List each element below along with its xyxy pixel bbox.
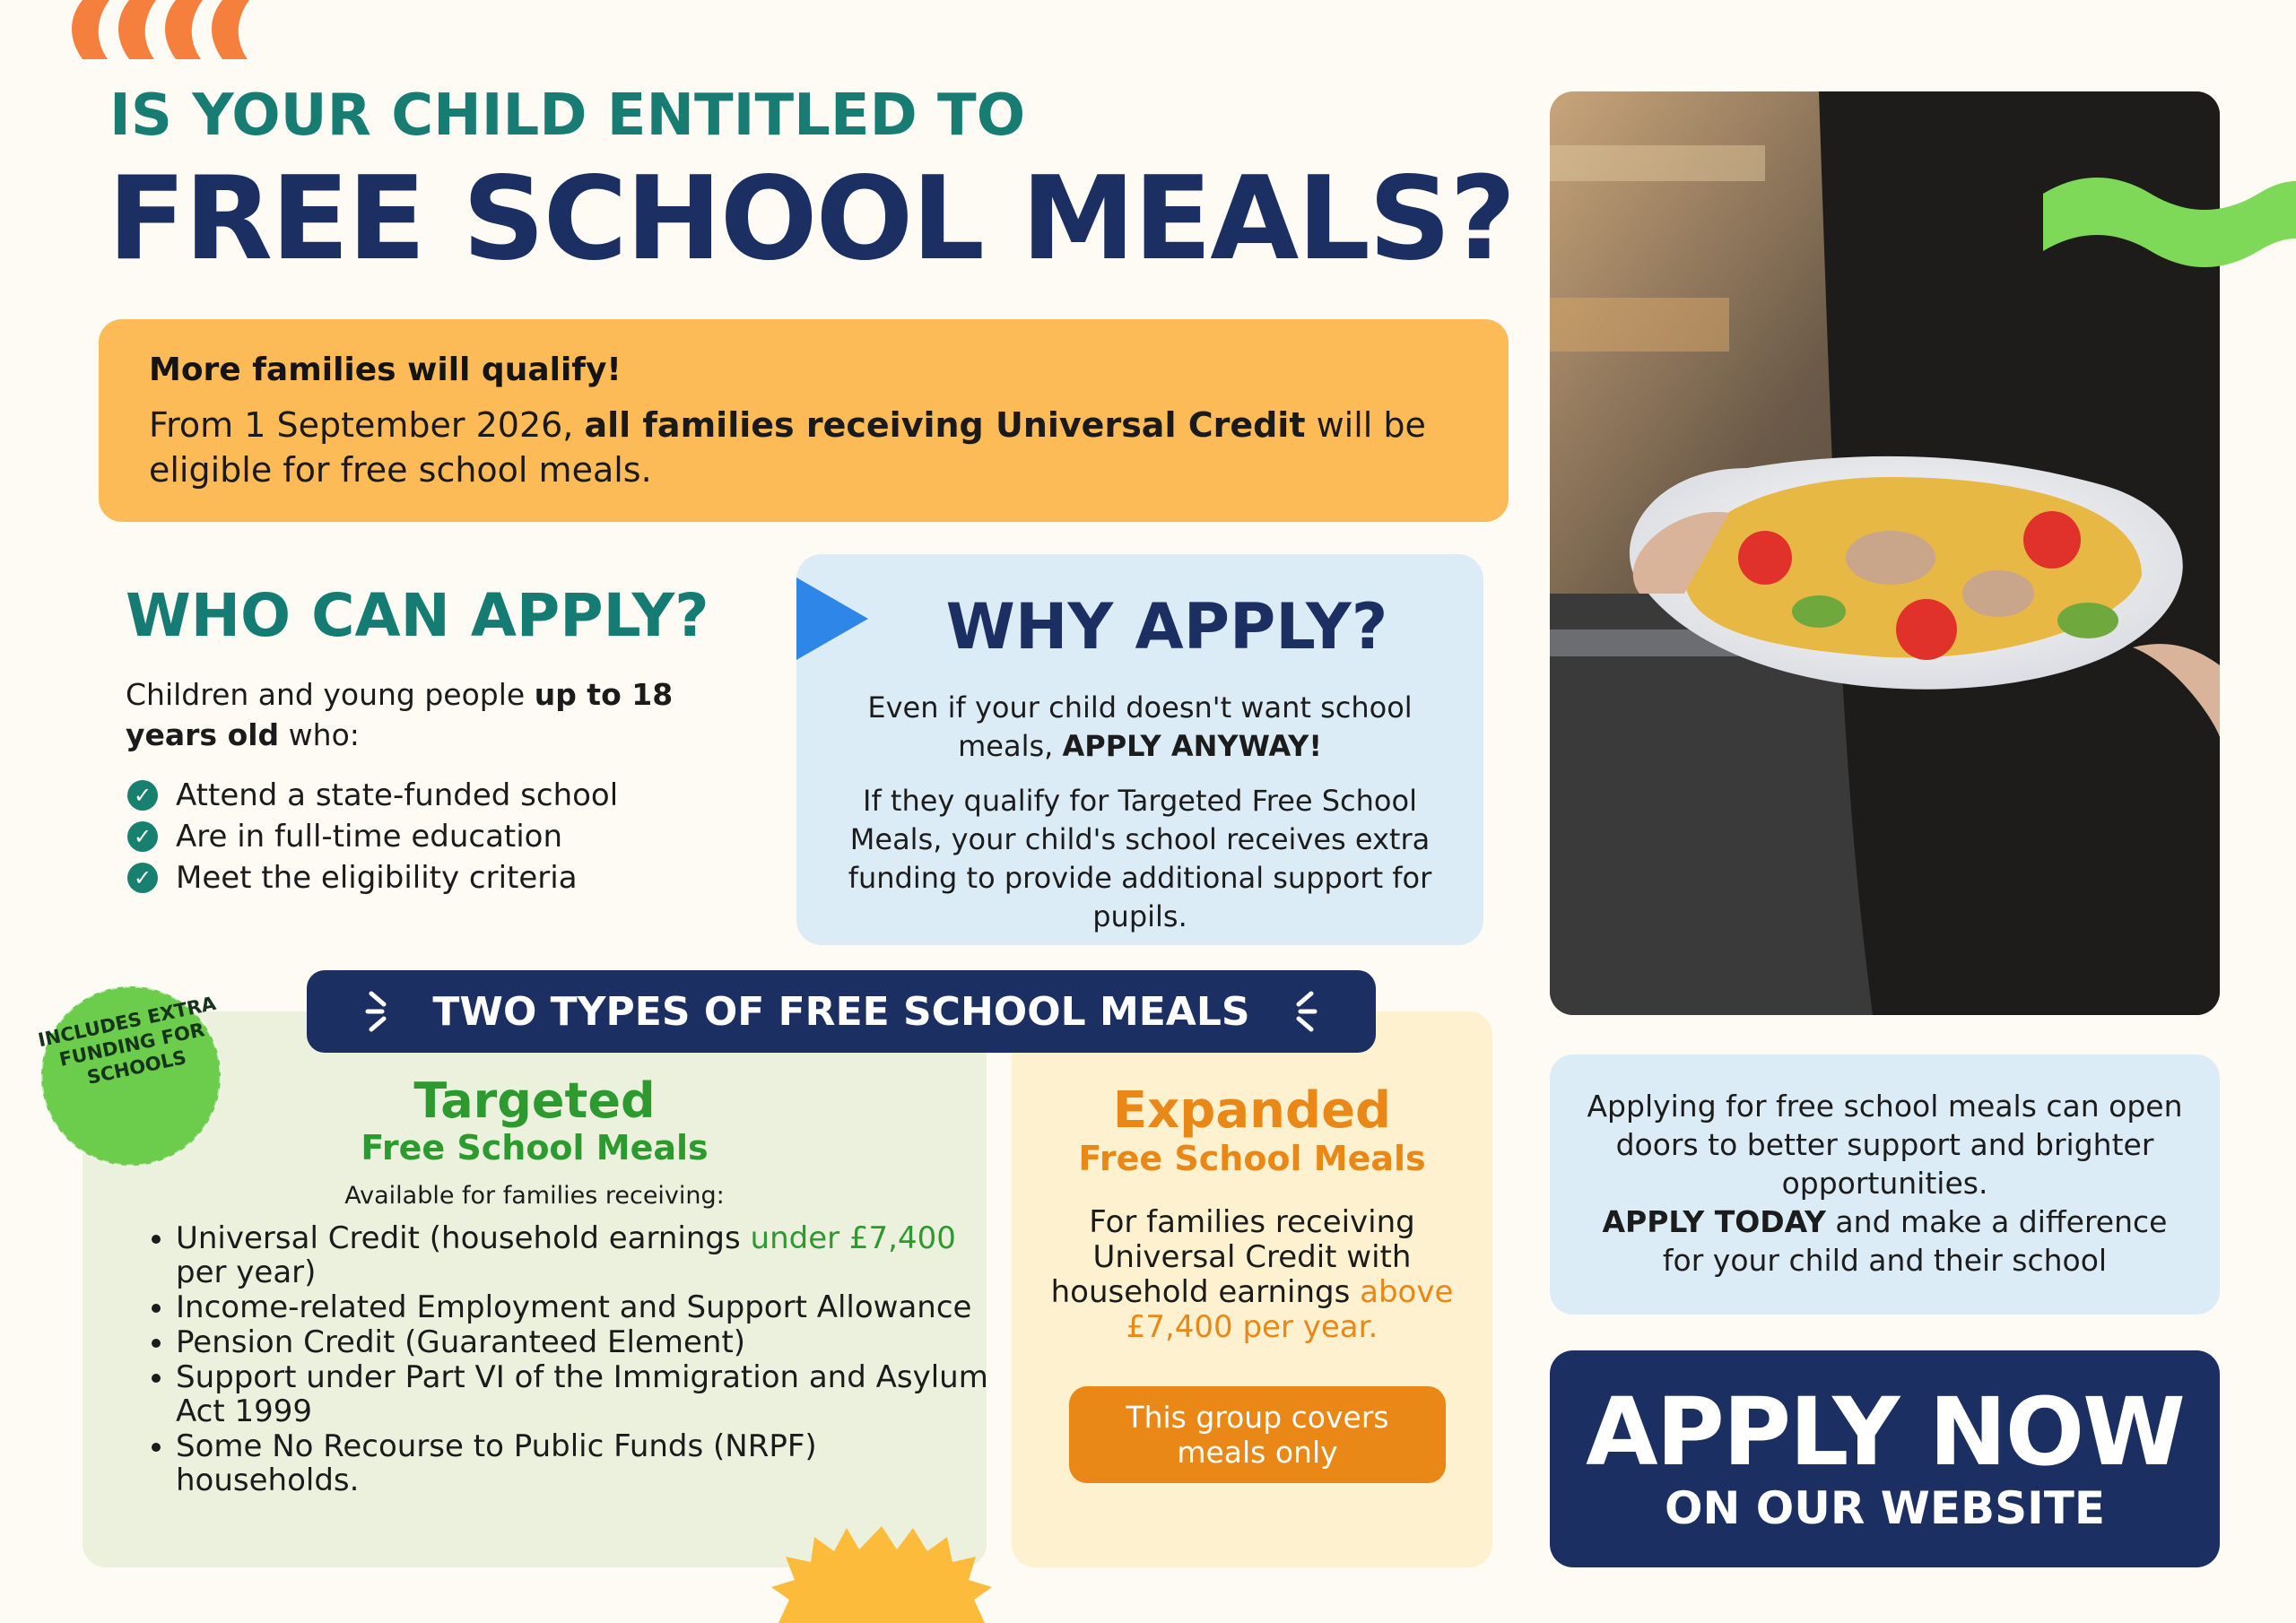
targeted-available-text: Available for families receiving: xyxy=(344,1182,725,1210)
eligibility-list xyxy=(127,775,618,898)
types-banner-label: TWO TYPES OF FREE SCHOOL MEALS xyxy=(432,988,1250,1035)
apply-now-button[interactable] xyxy=(1550,1350,2220,1567)
apply-now-label: APPLY NOW xyxy=(1586,1377,2184,1487)
info-text-2: and make a difference for your child and their school xyxy=(1662,1204,2168,1278)
info-text: Applying for free school meals can open doors to better support and brighter opportunities. xyxy=(1587,1089,2183,1201)
targeted-subtitle: Free School Meals xyxy=(361,1128,709,1167)
wave-icon xyxy=(2043,176,2296,274)
list-item: • Pension Credit (Guaranteed Element) xyxy=(176,1325,1001,1359)
sun-icon xyxy=(770,1514,994,1623)
meals-only-pill: This group covers meals only xyxy=(1069,1386,1446,1483)
who-intro: Children and young people up to 18 years old who: xyxy=(126,677,674,752)
quote-deco-icon xyxy=(65,0,253,59)
info-card xyxy=(1550,1055,2220,1315)
list-item: ✓ Are in full-time education xyxy=(127,816,618,857)
check-circle-icon: ✓ xyxy=(127,863,158,893)
list-item: • Universal Credit (household earnings under £7,400 per year) xyxy=(176,1221,1001,1289)
why-apply-card xyxy=(796,554,1483,945)
page-kicker: IS YOUR CHILD ENTITLED TO xyxy=(109,82,1026,149)
burst-icon xyxy=(364,986,414,1037)
check-circle-icon: ✓ xyxy=(127,780,158,811)
notice-card xyxy=(99,319,1509,522)
check-circle-icon: ✓ xyxy=(127,821,158,852)
types-banner xyxy=(307,970,1376,1053)
notice-text: From 1 September 2026, all families receiving Universal Credit will be eligible for free school meals. xyxy=(149,405,1426,490)
why-paragraph-2: If they qualify for Targeted Free School Meals, your child's school receives extra funding to provide additional support for pupils. xyxy=(848,784,1432,933)
expanded-subtitle: Free School Meals xyxy=(1078,1139,1426,1178)
expanded-text: For families receiving Universal Credit with household earnings above £7,400 per year. xyxy=(1050,1204,1454,1345)
apply-today-text: APPLY TODAY xyxy=(1602,1204,1826,1239)
list-item: ✓ Meet the eligibility criteria xyxy=(127,857,618,898)
list-item: • Income-related Employment and Support Allowance xyxy=(176,1290,1001,1324)
list-item: • Some No Recourse to Public Funds (NRPF) households. xyxy=(176,1429,1001,1497)
expanded-title: Expanded xyxy=(1112,1081,1392,1140)
why-paragraph-1: Even if your child doesn't want school meals, APPLY ANYWAY! xyxy=(867,690,1413,763)
list-item: ✓ Attend a state-funded school xyxy=(127,775,618,816)
list-item: • Support under Part VI of the Immigration and Asylum Act 1999 xyxy=(176,1360,1001,1428)
burst-icon xyxy=(1268,986,1318,1037)
why-apply-title: WHY APPLY? xyxy=(945,590,1388,664)
targeted-list xyxy=(138,1221,1001,1498)
play-arrow-icon xyxy=(796,577,868,660)
apply-now-sublabel: ON OUR WEBSITE xyxy=(1664,1482,2106,1534)
funding-badge-text: INCLUDES EXTRA FUNDING FOR SCHOOLS xyxy=(36,992,218,1089)
who-can-apply-title: WHO CAN APPLY? xyxy=(126,581,709,650)
page-title: FREE SCHOOL MEALS? xyxy=(108,152,1515,286)
targeted-title: Targeted xyxy=(413,1072,656,1129)
notice-title: More families will qualify! xyxy=(149,352,622,388)
